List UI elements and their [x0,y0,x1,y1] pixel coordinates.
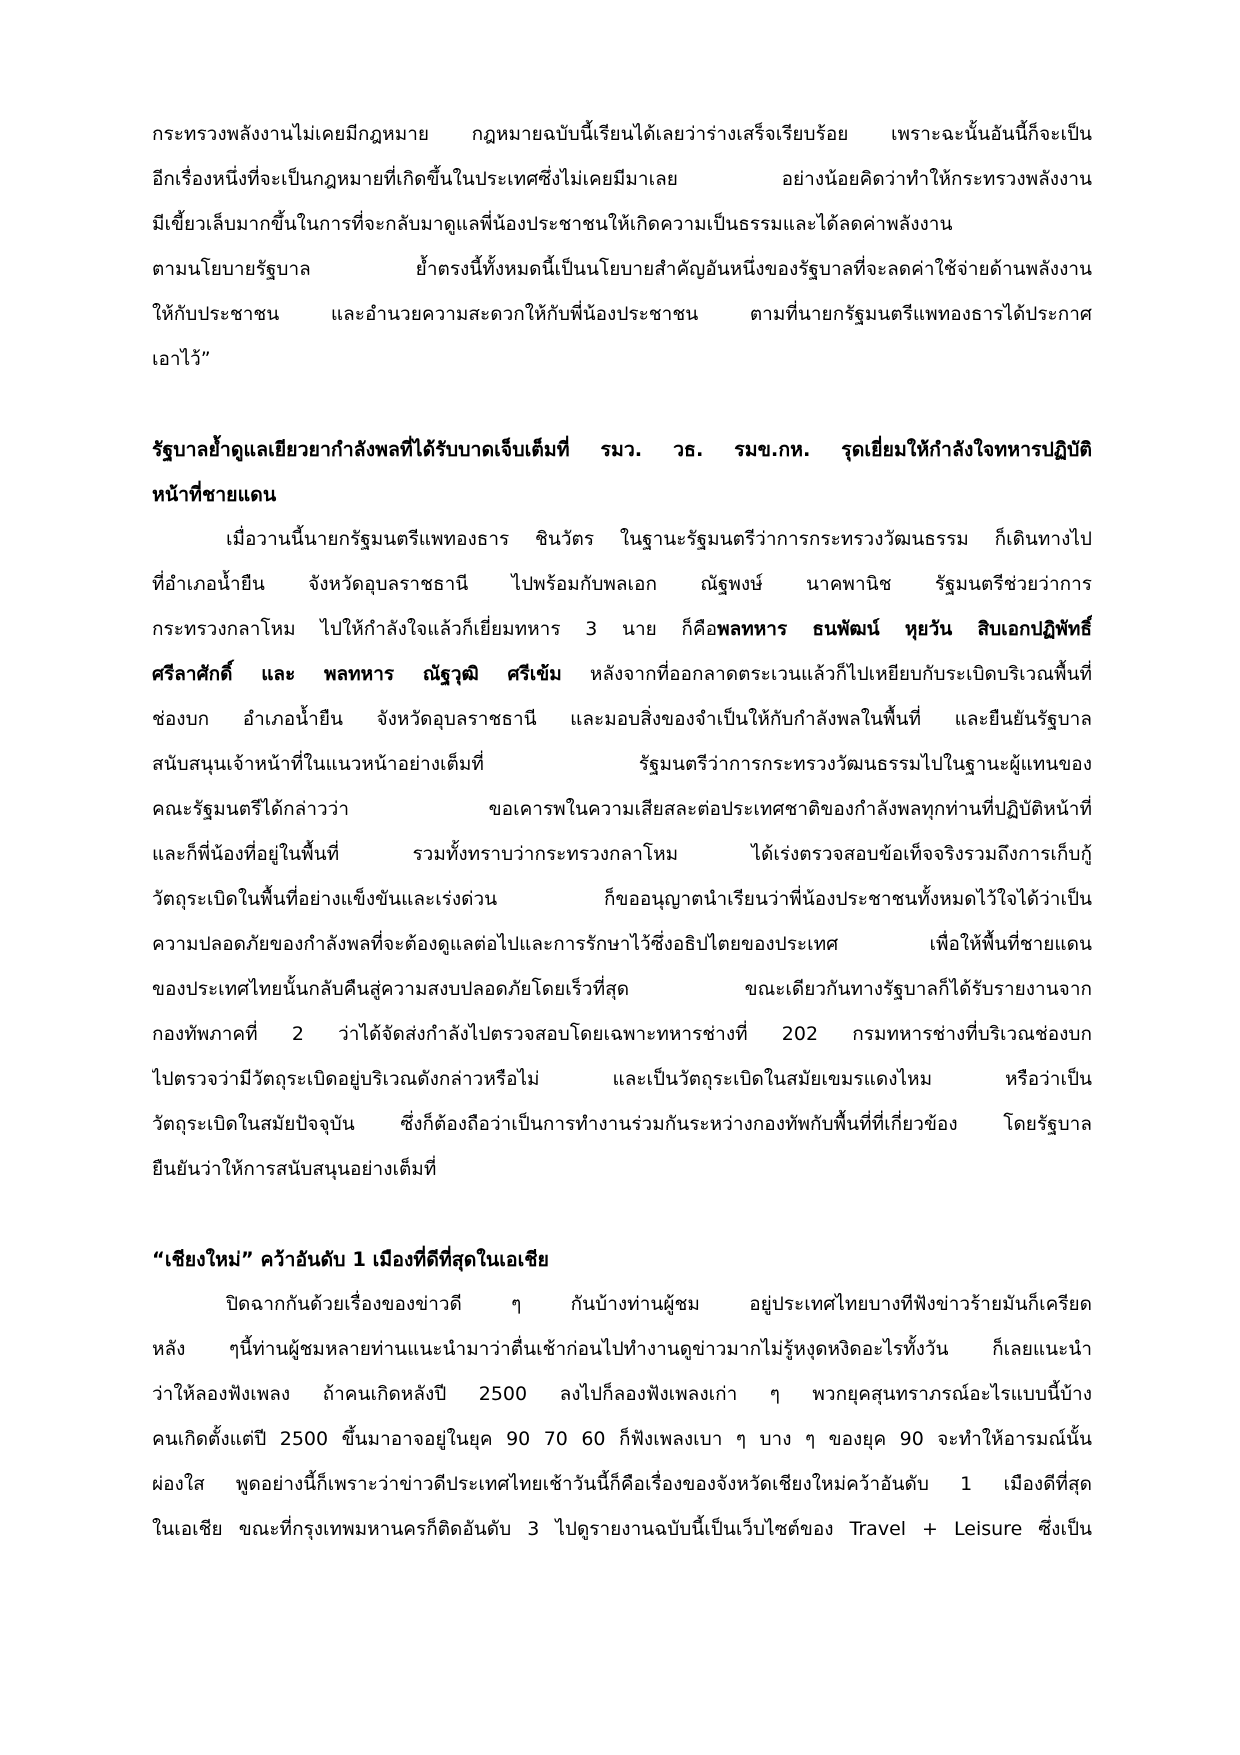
text-line: ว่าให้ลองฟังเพลง ถ้าคนเกิดหลังปี 2500 ลงไปก็ลองฟังเพลงเก่า ๆ พวกยุคสุนทราภรณ์อะไรแบบนี้บ้าง [152,1383,1092,1405]
text-run: กระทรวงกลาโหม ไปให้กำลังใจแล้วก็เยี่ยมทหาร 3 นาย ก็คือ [152,618,718,640]
bold-soldier-names: พลทหาร ธนพัฒน์ หุยวัน สิบเอกปฏิพัทธิ์ [717,618,1092,640]
text-line: ไปตรวจว่ามีวัตถุระเบิดอยู่บริเวณดังกล่าวหรือไม่ และเป็นวัตถุระเบิดในสมัยเขมรแดงไหม หรือว่าเป็น [152,1068,1092,1090]
text-line: ในเอเชีย ขณะที่กรุงเทพมหานครก็ติดอันดับ 3 ไปดูรายงานฉบับนี้เป็นเว็บไซต์ของ Travel + Leisure ซึ่งเป็น [152,1518,1092,1540]
text-line: ยืนยันว่าให้การสนับสนุนอย่างเต็มที่ [152,1158,437,1180]
text-line: สนับสนุนเจ้าหน้าที่ในแนวหน้าอย่างเต็มที่ รัฐมนตรีว่าการกระทรวงวัฒนธรรมไปในฐานะผู้แทนของ [152,753,1092,775]
section-heading: หน้าที่ชายแดน [152,483,277,506]
text-line: กระทรวงพลังงานไม่เคยมีกฎหมาย กฎหมายฉบับนี้เรียนได้เลยว่าร่างเสร็จเรียบร้อย เพราะฉะนั้นอันนี้ก็จะเป็น [152,123,1092,145]
bold-soldier-names: ศรีลาศักดิ์ และ พลทหาร ณัฐวุฒิ ศรีเข้ม [152,663,562,685]
document-page [152,112,1092,1552]
section-heading: “เชียงใหม่” คว้าอันดับ 1 เมืองที่ดีที่สุดในเอเชีย [152,1248,549,1271]
text-line: ผ่องใส พูดอย่างนี้ก็เพราะว่าข่าวดีประเทศไทยเช้าวันนี้ก็คือเรื่องของจังหวัดเชียงใหม่คว้าอันดับ 1 เมืองดีที่สุด [152,1473,1092,1495]
text-line: วัตถุระเบิดในสมัยปัจจุบัน ซึ่งก็ต้องถือว่าเป็นการทำงานร่วมกันระหว่างกองทัพกับพื้นที่ที่เกี่ยวข้อง โดยรัฐบาล [152,1113,1092,1135]
paragraph-gap [152,1192,1092,1237]
text-line: เอาไว้” [152,348,211,370]
section-chiangmai [152,1237,1092,1552]
text-line: กองทัพภาคที่ 2 ว่าได้จัดส่งกำลังไปตรวจสอบโดยเฉพาะทหารช่างที่ 202 กรมทหารช่างที่บริเวณช่องบก [152,1023,1092,1045]
section-heading: รัฐบาลย้ำดูแลเยียวยากำลังพลที่ได้รับบาดเจ็บเต็มที่ รมว. วธ. รมข.กห. รุดเยี่ยมให้กำลังใจทหารปฏิบัติ [152,438,1092,461]
text-line: ความปลอดภัยของกำลังพลที่จะต้องดูแลต่อไปและการรักษาไว้ซึ่งอธิปไตยของประเทศ เพื่อให้พื้นที่ชายแดน [152,933,1092,955]
text-line: เมื่อวานนี้นายกรัฐมนตรีแพทองธาร ชินวัตร ในฐานะรัฐมนตรีว่าการกระทรวงวัฒนธรรม ก็เดินทางไป [226,528,1092,550]
text-line: และก็พี่น้องที่อยู่ในพื้นที่ รวมทั้งทราบว่ากระทรวงกลาโหม ได้เร่งตรวจสอบข้อเท็จจริงรวมถึงการเก็บกู้ [152,843,1092,865]
text-line: ที่อำเภอน้ำยืน จังหวัดอุบลราชธานี ไปพร้อมกับพลเอก ณัฐพงษ์ นาคพานิช รัฐมนตรีช่วยว่าการ [152,573,1092,595]
text-line: ของประเทศไทยนั้นกลับคืนสู่ความสงบปลอดภัยโดยเร็วที่สุด ขณะเดียวกันทางรัฐบาลก็ได้รับรายงานจาก [152,978,1092,1000]
text-line [152,607,1092,652]
text-line [152,652,1092,697]
text-line: หลัง ๆนี้ท่านผู้ชมหลายท่านแนะนำมาว่าตื่นเช้าก่อนไปทำงานดูข่าวมากไม่รู้หงุดหงิดอะไรทั้งวัน ก็เลยแนะนำ [152,1338,1092,1360]
text-line: ช่องบก อำเภอน้ำยืน จังหวัดอุบลราชธานี และมอบสิ่งของจำเป็นให้กับกำลังพลในพื้นที่ และยืนยันรัฐบาล [152,708,1092,730]
section-border-soldiers [152,427,1092,1192]
paragraph-energy-law [152,112,1092,382]
text-line: มีเขี้ยวเล็บมากขึ้นในการที่จะกลับมาดูแลพี่น้องประชาชนให้เกิดความเป็นธรรมและได้ลดค่าพลังงาน [152,213,953,235]
text-line: คนเกิดตั้งแต่ปี 2500 ขึ้นมาอาจอยู่ในยุค 90 70 60 ก็ฟังเพลงเบา ๆ บาง ๆ ของยุค 90 จะทำให้อารมณ์นั้น [152,1428,1092,1450]
text-line: อีกเรื่องหนึ่งที่จะเป็นกฎหมายที่เกิดขึ้นในประเทศซึ่งไม่เคยมีมาเลย อย่างน้อยคิดว่าทำให้กระทรวงพลังงาน [152,168,1092,190]
text-line: ให้กับประชาชน และอำนวยความสะดวกให้กับพี่น้องประชาชน ตามที่นายกรัฐมนตรีแพทองธารได้ประกาศ [152,303,1092,325]
text-line: ตามนโยบายรัฐบาล ย้ำตรงนี้ทั้งหมดนี้เป็นนโยบายสำคัญอันหนึ่งของรัฐบาลที่จะลดค่าใช้จ่ายด้านพลังงาน [152,258,1092,280]
text-run: หลังจากที่ออกลาดตระเวนแล้วก็ไปเหยียบกับระเบิดบริเวณพื้นที่ [561,663,1092,685]
text-line: คณะรัฐมนตรีได้กล่าวว่า ขอเคารพในความเสียสละต่อประเทศชาติของกำลังพลทุกท่านที่ปฏิบัติหน้าที่ [152,798,1092,820]
text-line: ปิดฉากกันด้วยเรื่องของข่าวดี ๆ กันบ้างท่านผู้ชม อยู่ประเทศไทยบางทีฟังข่าวร้ายมันก็เครียด [226,1293,1092,1315]
text-line: วัตถุระเบิดในพื้นที่อย่างแข็งขันและเร่งด่วน ก็ขออนุญาตนำเรียนว่าพี่น้องประชาชนทั้งหมดไว้ใจได้ว่าเป็น [152,888,1092,910]
paragraph-gap [152,382,1092,427]
